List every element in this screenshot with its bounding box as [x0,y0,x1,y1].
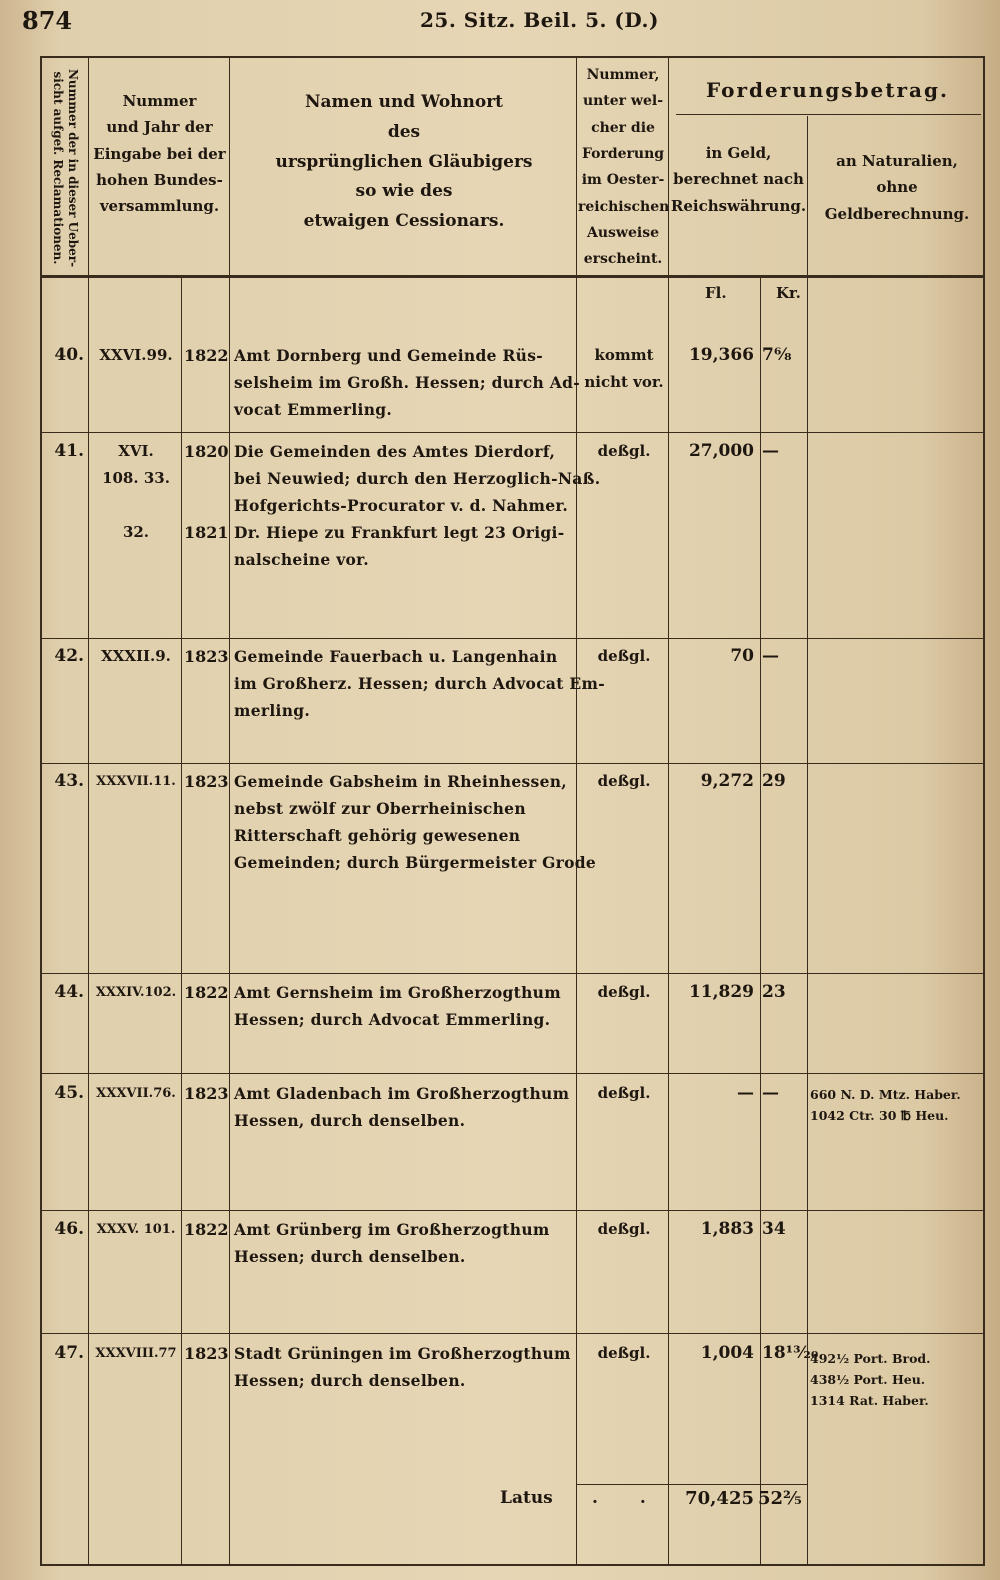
latus-amount-fl: 70,425 [685,1488,754,1509]
row-remark: deßgl. [597,983,651,1001]
col-rule [760,278,761,1564]
row-name: Amt Gernsheim im Großherzogthum Hessen; durch Advocat Emmerling. [234,983,561,1029]
row-remark: deßgl. [597,1220,651,1238]
row-remark: kommt nicht vor. [584,346,664,391]
row-number: 44. [54,982,84,1002]
row-amount-fl: 11,829 [688,982,754,1002]
row-year: 1823 [184,1344,229,1363]
header-rule [40,275,985,278]
row-ref: XVI. 108. 33. 32. [102,442,170,541]
col-rule [229,58,230,1564]
row-natural: 660 N. D. Mtz. Haber. 1042 Ctr. 30 ℔ Heu. [810,1087,961,1123]
row-amount-fl: 27,000 [688,441,754,461]
row-name: Amt Gladenbach im Großherzogthum Hessen, durch denselben. [234,1084,570,1130]
latus-label: Latus [500,1488,553,1508]
row-number: 40. [54,345,84,365]
row-amount-fl: 9,272 [700,771,754,791]
group-rule [676,114,981,115]
row-name: Amt Dornberg und Gemeinde Rüs- selsheim im Großh. Hessen; durch Ad- vocat Emmerling. [234,346,580,419]
row-amount-kr: — [762,1083,779,1103]
row-remark: deßgl. [597,1344,651,1362]
header-col-number-text: Nummer der in dieser Ueber- sicht aufgef. Reclamationen. [51,68,80,267]
row-rule [40,1333,985,1334]
row-number: 46. [54,1219,84,1239]
row-amount-fl: — [737,1083,754,1103]
row-number: 41. [54,441,84,461]
header-col-number [42,60,88,275]
col-rule [576,58,577,1564]
row-natural: 492½ Port. Brod. 438½ Port. Heu. 1314 Rat. Haber. [810,1351,931,1408]
row-rule [40,1073,985,1074]
header-money: in Geld, berechnet nach Reichswährung. [670,144,807,215]
row-number: 43. [54,771,84,791]
row-name: Amt Grünberg im Großherzogthum Hessen; durch denselben. [234,1220,550,1266]
row-name: Stadt Grüningen im Großherzogthum Hessen; durch denselben. [234,1344,571,1390]
row-rule [40,763,985,764]
row-ref: XXXIV.102. [95,985,177,1000]
header-col-name: Namen und Wohnort des ursprünglichen Gläubigers so wie des etwaigen Cessionars. [275,92,533,231]
row-remark: deßgl. [597,1084,651,1102]
row-amount-fl: 19,366 [688,345,754,365]
row-name: Gemeinde Gabsheim in Rheinhessen, nebst zwölf zur Oberrheinischen Ritterschaft gehörig gewesenen Gemeinden; durch Bürgermeister Grode [234,772,597,872]
header-natural: an Naturalien, ohne Geldberechnung. [824,152,970,223]
row-year: 1823 [184,1084,229,1103]
header-col-remark: Nummer, unter wel- cher die Forderung im Oester- reichischen Ausweise erscheint. [578,67,670,268]
row-number: 47. [54,1343,84,1363]
unit-fl: Fl. [705,284,727,302]
row-year: 1823 [184,647,229,666]
row-ref: XXXVII.76. [96,1086,176,1101]
row-year: 1822 [184,1220,229,1239]
row-amount-fl: 70 [730,646,754,666]
row-year: 1822 [184,983,229,1002]
col-rule [181,278,182,1564]
row-amount-fl: 1,883 [700,1219,754,1239]
page-number: 874 [22,6,73,35]
row-year-second: 1821 [184,523,229,542]
unit-kr: Kr. [776,284,801,302]
row-rule [40,1210,985,1211]
header-amount-group: Forderungsbetrag. [706,78,949,102]
row-amount-kr: — [762,441,779,461]
col-rule [668,58,669,1564]
row-amount-kr: 23 [762,982,786,1002]
row-ref: XXVI.99. [99,346,173,364]
row-amount-kr: 34 [762,1219,786,1239]
running-head: 25. Sitz. Beil. 5. (D.) [420,8,659,32]
row-amount-kr: 29 [762,771,786,791]
row-amount-kr: — [762,646,779,666]
row-number: 45. [54,1083,84,1103]
row-name: Gemeinde Fauerbach u. Langenhain im Großherz. Hessen; durch Advocat Em- merling. [234,647,605,720]
row-rule [40,973,985,974]
latus-amount-kr: 52²⁄₅ [758,1488,802,1509]
row-remark: deßgl. [597,647,651,665]
row-name: Die Gemeinden des Amtes Dierdorf, bei Neuwied; durch den Herzoglich-Naß. Hofgerichts-Procurator v. d. Nahmer. Dr. Hiepe zu Frankfurt legt 23 Origi- nalscheine vor. [234,442,601,569]
row-amount-fl: 1,004 [700,1343,754,1363]
row-year: 1823 [184,772,229,791]
row-amount-kr: 7⁶⁄₈ [762,345,792,365]
row-remark: deßgl. [597,772,651,790]
row-number: 42. [54,646,84,666]
row-amount-kr: 18¹³⁄₂₀ [762,1343,819,1363]
row-ref: XXXII.9. [101,647,171,665]
row-year: 1822 [184,346,229,365]
row-rule [40,638,985,639]
row-ref: XXXVII.11. [96,774,176,789]
header-col-entry: Nummer und Jahr der Eingabe bei der hohen Bundes- versammlung. [93,92,226,215]
latus-dots: . . [592,1488,664,1508]
col-rule [88,58,89,1564]
row-ref: XXXVIII.77 [95,1346,177,1361]
row-year: 1820 [184,442,229,461]
row-rule [40,432,985,433]
sum-rule [576,1484,808,1485]
row-ref: XXXV. 101. [96,1222,176,1237]
row-remark: deßgl. [597,442,651,460]
